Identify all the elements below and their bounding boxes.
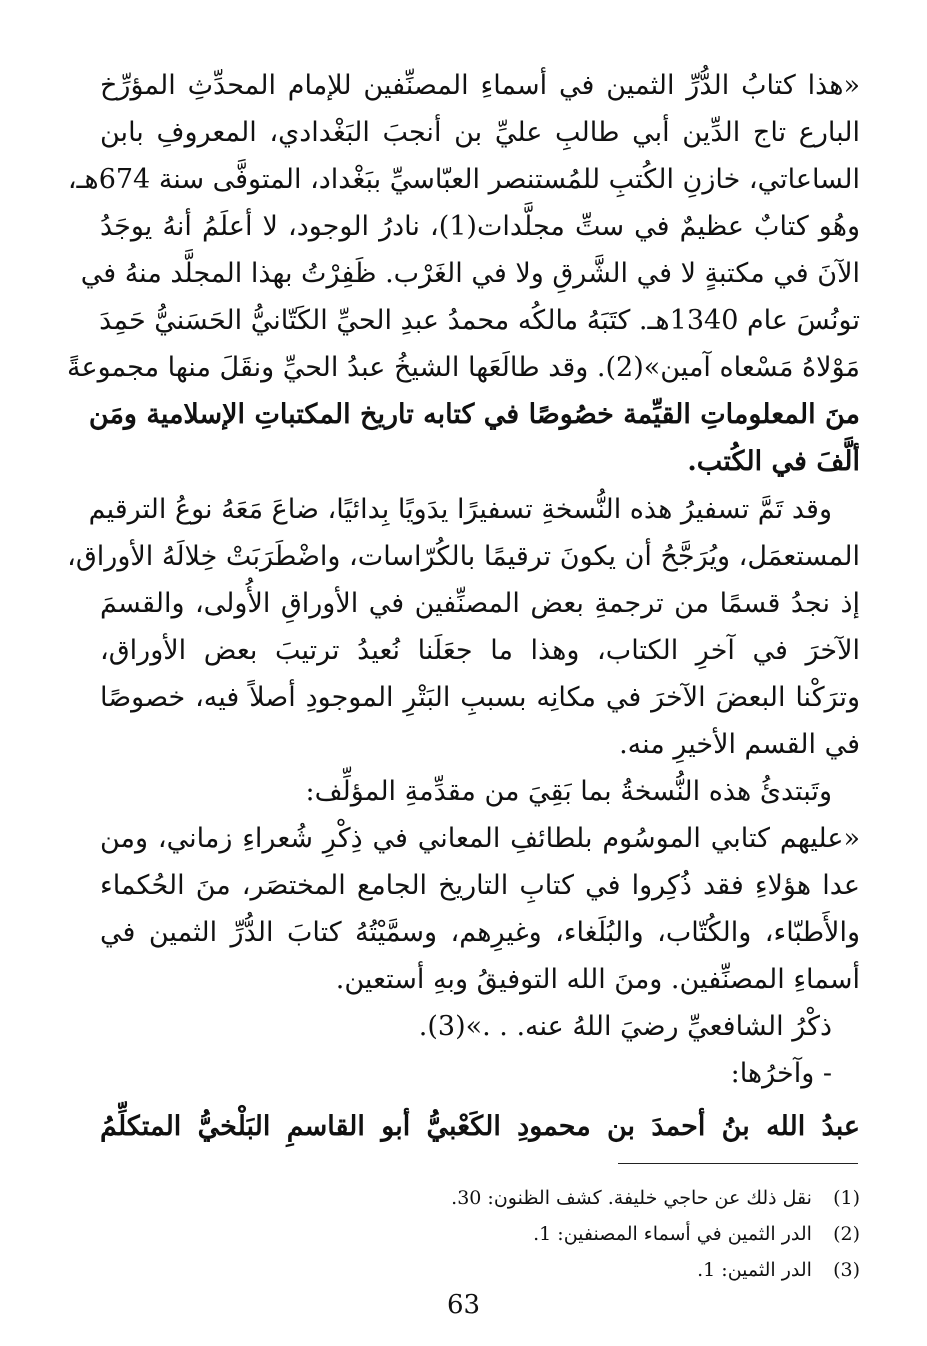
text-line: منَ المعلوماتِ القيِّمة خصُوصًا في كتابه تاريخ المكتباتِ الإسلامية ومَن [88,399,860,430]
text-line: مَوْلاهُ مَسْعاه آمين»(2). وقد طالَعَها الشيخُ عبدُ الحيِّ ونقَلَ منها مجموعةً [67,352,860,383]
text-line: ألَّفَ في الكُتب. [687,446,860,477]
page-number: 63 [446,1290,481,1320]
text-line: البارع تاج الدِّين أبي طالبِ عليِّ بن أنجبَ البَغْدادي، المعروفِ بابن [100,117,860,148]
text-line: وهُو كتابٌ عظيمٌ في ستِّ مجلَّدات(1)، نادرُ الوجود، لا أعلَمُ أنهُ يوجَدُ [100,211,860,242]
text-line: الساعاتي، خازنِ الكُتبِ للمُستنصر العبّاسيِّ ببَغْداد، المتوفَّى سنة 674هـ، [67,164,860,195]
footnote [100,1180,860,1216]
text-line: وقد تَمَّ تسفيرُ هذه النُّسخةِ تسفيرًا يدَويًا بِدائيًا، ضاعَ مَعَهُ نوعُ الترقيم [88,494,832,525]
paragraph-7 [100,1103,860,1150]
footnote-text: الدر الثمين: 1. [697,1259,812,1281]
text-line: الآخرَ في آخرِ الكتاب، وهذا ما جعَلَنا نُعيدُ ترتيبَ بعض الأوراق، [100,635,860,666]
text-line: ذكْرُ الشافعيِّ رضيَ اللهُ عنه. . .»(3). [418,1011,832,1042]
text-line: الآنَ في مكتبةٍ لا في الشَّرقِ ولا في الغَرْب. ظَفِرْتُ بهذا المجلَّد منهُ في [80,258,860,289]
quoted-introduction [100,815,860,1003]
footnote [100,1252,860,1288]
text-line: وترَكْنا البعضَ الآخرَ في مكانِه بسببِ البَتْرِ الموجودِ أصلاً فيه، خصوصًا [100,682,860,713]
text-line: إذ نجدُ قسمًا من ترجمةِ بعض المصنِّفين في الأوراقِ الأُولى، والقسمَ [100,588,860,619]
paragraph-5 [100,1003,860,1050]
footnote-text: الدر الثمين في أسماء المصنفين: 1. [533,1223,812,1245]
page-body [67,62,860,1150]
text-line: في القسم الأخيرِ منه. [619,729,860,760]
text-line: أسماءِ المصنِّفين. ومنَ الله التوفيقُ وبهِ أستعين. [335,964,860,995]
text-line: عدا هؤلاءِ فقد ذُكِروا في كتابِ التاريخ الجامع المختصَر، منَ الحُكماء [100,870,860,901]
text-line: المستعمَل، ويُرَجَّحُ أن يكونَ ترقيمًا بالكُرّاسات، واضْطَرَبَتْ خِلالَهُ الأوراق، [67,541,860,572]
text-line: - وآخرُها: [730,1058,832,1089]
footnote-number: (3) [833,1259,860,1281]
footnotes [100,1180,860,1288]
footnote [100,1216,860,1252]
paragraph-1 [67,62,860,485]
paragraph-6 [100,1050,860,1097]
text-line: «هذا كتابُ الدُّرِّ الثمين في أسماءِ المصنِّفين للإمام المحدِّثِ المؤرِّخ [100,70,860,101]
footnote-number: (2) [833,1223,860,1245]
text-line: عبدُ الله بنُ أحمدَ بن محمودِ الكَعْبيُّ أبو القاسمِ البَلْخيُّ المتكلِّمُ [100,1111,860,1142]
paragraph-3 [100,768,860,815]
footnote-separator [618,1163,858,1164]
footnote-text: نقل ذلك عن حاجي خليفة. كشف الظنون: 30. [451,1187,812,1209]
text-line: والأَطبّاء، والكُتّاب، والبُلَغاء، وغيرِهم، وسمَّيْتُهُ كتابَ الدُّرِّ الثمين في [100,917,860,948]
footnote-number: (1) [833,1187,860,1209]
paragraph-2 [67,486,860,768]
text-line: تونُسَ عام 1340هـ. كتَبَهُ مالكُه محمدُ عبدِ الحيِّ الكَتّانيُّ الحَسَنيُّ حَمِدَ [99,305,860,336]
text-line: وتَبتدئُ هذه النُّسخةُ بما بَقِيَ من مقدِّمةِ المؤلِّف: [305,776,832,807]
text-line: «عليهم كتابي الموسُوم بلطائفِ المعاني في ذِكْرِ شُعراءِ زماني، ومن [100,823,860,854]
